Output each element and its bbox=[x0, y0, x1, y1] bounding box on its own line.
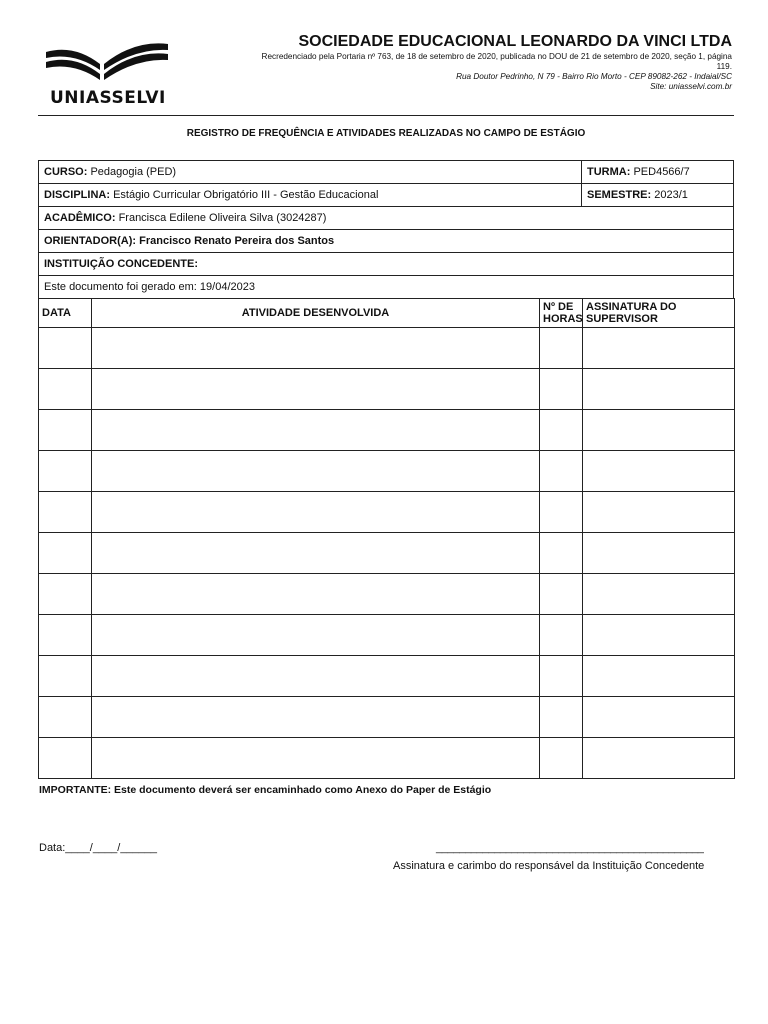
curso-value: Pedagogia (PED) bbox=[90, 166, 177, 178]
important-note: IMPORTANTE: Este documento deverá ser encaminhado como Anexo do Paper de Estágio bbox=[39, 784, 492, 796]
accreditation-line: Recredenciado pela Portaria nº 763, de 18 de setembro de 2020, publicada no DOU de 21 de setembro de 2020, seção 1, página bbox=[261, 52, 732, 61]
table-row bbox=[39, 574, 735, 615]
table-row bbox=[39, 738, 735, 779]
atividade-cell[interactable] bbox=[92, 533, 540, 574]
semestre-value: 2023/1 bbox=[654, 189, 688, 201]
organization-info bbox=[172, 32, 732, 92]
signature-caption: Assinatura e carimbo do responsável da Instituição Concedente bbox=[393, 860, 705, 872]
disciplina-value: Estágio Curricular Obrigatório III - Gestão Educacional bbox=[113, 189, 379, 201]
turma-value: PED4566/7 bbox=[633, 166, 690, 178]
horas-cell[interactable] bbox=[540, 410, 583, 451]
horas-cell[interactable] bbox=[540, 328, 583, 369]
activities-table bbox=[38, 298, 735, 779]
table-row bbox=[39, 410, 735, 451]
info-row-instituicao bbox=[39, 253, 734, 276]
col-header-atividade: ATIVIDADE DESENVOLVIDA bbox=[92, 299, 540, 328]
turma-cell bbox=[582, 161, 734, 184]
academico-cell bbox=[39, 207, 734, 230]
disciplina-label: DISCIPLINA: bbox=[44, 189, 110, 201]
assinatura-cell[interactable] bbox=[583, 533, 735, 574]
form-title: REGISTRO DE FREQUÊNCIA E ATIVIDADES REALIZADAS NO CAMPO DE ESTÁGIO bbox=[186, 128, 586, 139]
accreditation-line-end: 119. bbox=[716, 62, 732, 71]
info-row-generated bbox=[39, 276, 734, 299]
data-cell[interactable] bbox=[39, 615, 92, 656]
assinatura-cell[interactable] bbox=[583, 574, 735, 615]
atividade-cell[interactable] bbox=[92, 492, 540, 533]
activities-header-row bbox=[39, 299, 735, 328]
atividade-cell[interactable] bbox=[92, 574, 540, 615]
assinatura-cell[interactable] bbox=[583, 410, 735, 451]
horas-cell[interactable] bbox=[540, 574, 583, 615]
document-header bbox=[38, 30, 734, 114]
data-cell[interactable] bbox=[39, 492, 92, 533]
disciplina-cell bbox=[39, 184, 582, 207]
address-line: Rua Doutor Pedrinho, N 79 - Bairro Rio Morto - CEP 89082-262 - Indaial/SC bbox=[456, 72, 732, 81]
col-header-horas-line2: HORAS bbox=[543, 313, 583, 325]
col-header-horas bbox=[540, 299, 583, 328]
site-line: Site: uniasselvi.com.br bbox=[650, 82, 732, 91]
col-header-data: DATA bbox=[39, 299, 92, 328]
horas-cell[interactable] bbox=[540, 369, 583, 410]
assinatura-cell[interactable] bbox=[583, 369, 735, 410]
assinatura-cell[interactable] bbox=[583, 492, 735, 533]
atividade-cell[interactable] bbox=[92, 451, 540, 492]
atividade-cell[interactable] bbox=[92, 697, 540, 738]
logo-wings-icon bbox=[44, 38, 172, 86]
horas-cell[interactable] bbox=[540, 697, 583, 738]
horas-cell[interactable] bbox=[540, 615, 583, 656]
curso-cell bbox=[39, 161, 582, 184]
organization-name: SOCIEDADE EDUCACIONAL LEONARDO DA VINCI LTDA bbox=[298, 33, 732, 50]
assinatura-cell[interactable] bbox=[583, 738, 735, 779]
info-row-disciplina bbox=[39, 184, 734, 207]
atividade-cell[interactable] bbox=[92, 410, 540, 451]
data-cell[interactable] bbox=[39, 738, 92, 779]
atividade-cell[interactable] bbox=[92, 328, 540, 369]
logo-text: UNIASSELVI bbox=[50, 88, 166, 108]
table-row bbox=[39, 533, 735, 574]
assinatura-cell[interactable] bbox=[583, 328, 735, 369]
horas-cell[interactable] bbox=[540, 738, 583, 779]
horas-cell[interactable] bbox=[540, 656, 583, 697]
data-cell[interactable] bbox=[39, 656, 92, 697]
data-cell[interactable] bbox=[39, 369, 92, 410]
table-row bbox=[39, 492, 735, 533]
table-row bbox=[39, 656, 735, 697]
assinatura-cell[interactable] bbox=[583, 451, 735, 492]
curso-label: CURSO: bbox=[44, 166, 88, 178]
table-row bbox=[39, 369, 735, 410]
turma-label: TURMA: bbox=[587, 166, 631, 178]
col-header-assinatura-line1: ASSINATURA DO bbox=[586, 301, 677, 313]
header-divider bbox=[38, 115, 734, 116]
data-cell[interactable] bbox=[39, 697, 92, 738]
col-header-assinatura-line2: SUPERVISOR bbox=[586, 313, 658, 325]
atividade-cell[interactable] bbox=[92, 738, 540, 779]
data-cell[interactable] bbox=[39, 533, 92, 574]
orientador-cell: ORIENTADOR(A): Francisco Renato Pereira dos Santos bbox=[39, 230, 734, 253]
generated-date-cell: Este documento foi gerado em: 19/04/2023 bbox=[39, 276, 734, 299]
course-info-table bbox=[38, 160, 734, 299]
table-row bbox=[39, 697, 735, 738]
horas-cell[interactable] bbox=[540, 451, 583, 492]
semestre-cell bbox=[582, 184, 734, 207]
col-header-horas-line1: Nº DE bbox=[543, 301, 574, 313]
atividade-cell[interactable] bbox=[92, 656, 540, 697]
instituicao-cell: INSTITUIÇÃO CONCEDENTE: bbox=[39, 253, 734, 276]
info-row-orientador bbox=[39, 230, 734, 253]
info-row-academico bbox=[39, 207, 734, 230]
horas-cell[interactable] bbox=[540, 492, 583, 533]
signature-field[interactable]: ______________________________________________ bbox=[436, 842, 704, 854]
horas-cell[interactable] bbox=[540, 533, 583, 574]
assinatura-cell[interactable] bbox=[583, 656, 735, 697]
date-field[interactable]: Data:____/____/______ bbox=[39, 842, 158, 854]
info-row-curso bbox=[39, 161, 734, 184]
uniasselvi-logo bbox=[44, 38, 172, 110]
table-row bbox=[39, 451, 735, 492]
table-row bbox=[39, 615, 735, 656]
col-header-assinatura bbox=[583, 299, 735, 328]
data-cell[interactable] bbox=[39, 574, 92, 615]
semestre-label: SEMESTRE: bbox=[587, 189, 652, 201]
academico-value: Francisca Edilene Oliveira Silva (3024287) bbox=[118, 212, 327, 224]
table-row bbox=[39, 328, 735, 369]
data-cell[interactable] bbox=[39, 451, 92, 492]
data-cell[interactable] bbox=[39, 328, 92, 369]
academico-label: ACADÊMICO: bbox=[44, 212, 116, 224]
atividade-cell[interactable] bbox=[92, 615, 540, 656]
assinatura-cell[interactable] bbox=[583, 697, 735, 738]
data-cell[interactable] bbox=[39, 410, 92, 451]
atividade-cell[interactable] bbox=[92, 369, 540, 410]
assinatura-cell[interactable] bbox=[583, 615, 735, 656]
